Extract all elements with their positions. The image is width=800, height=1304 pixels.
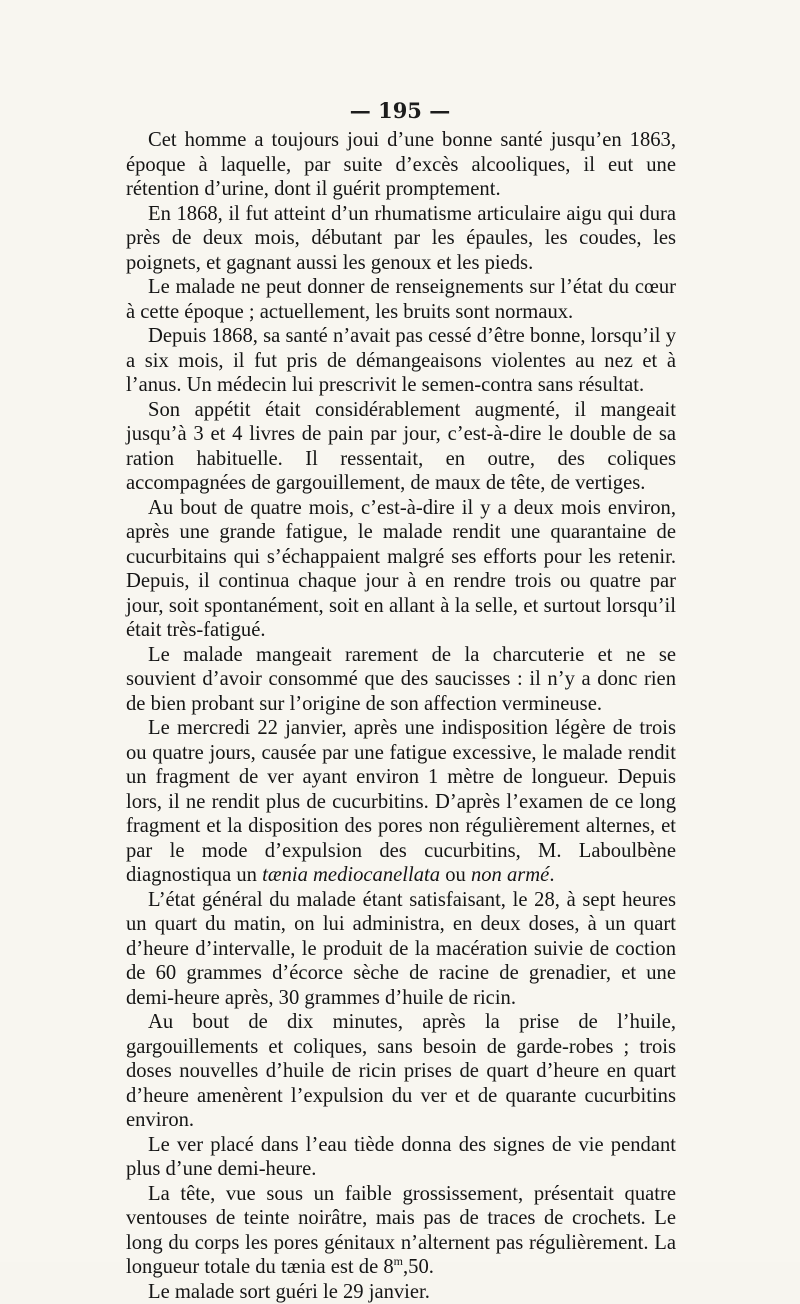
body-text [126,128,676,1304]
paragraph-7: Le malade mangeait rarement de la charcuterie et ne se souvient d’avoir consommé que des saucisses : il n’y a donc rien de bien probant sur l’origine de son affection vermineuse. [126,643,676,717]
paragraph-2: En 1868, il fut atteint d’un rhumatisme articulaire aigu qui dura près de deux mois, débutant par les épaules, les coudes, les poignets, et gagnant aussi les genoux et les pieds. [126,202,676,276]
page-number: — 195 — [0,98,800,123]
paragraph-12-text: La tête, vue sous un faible grossissement, présentait quatre ventouses de teinte noirâtre, mais pas de traces de crochets. Le long du corps les pores génitaux n’alternent pas régulièrement. La longueur totale du tænia est de 8 [126,1183,676,1279]
paragraph-8-text: Le mercredi 22 janvier, après une indisposition légère de trois ou quatre jours, causée par une fatigue excessive, le malade rendit un fragment de ver ayant environ 1 mètre de longueur. Depuis lors, il ne rendit plus de cucurbitins. D’après l’examen de ce long fragment et la disposition des pores non régulièrement alternes, et par le mode d’expulsion des cucurbitins, M. Laboulbène diagnostiqua un [126,717,676,886]
length-unit: m [394,1254,403,1268]
paragraph-12 [126,1182,676,1280]
paragraph-5: Son appétit était considérablement augmenté, il mangeait jusqu’à 3 et 4 livres de pain par jour, c’est-à-dire le double de sa ration habituelle. Il ressentait, en outre, des coliques accompagnées de gargouillement, de maux de tête, de vertiges. [126,398,676,496]
paragraph-3: Le malade ne peut donner de renseignements sur l’état du cœur à cette époque ; actuellement, les bruits sont normaux. [126,275,676,324]
paragraph-4: Depuis 1868, sa santé n’avait pas cessé d’être bonne, lorsqu’il y a six mois, il fut pris de démangeaisons violentes au nez et à l’anus. Un médecin lui prescrivit le semen-contra sans résultat. [126,324,676,398]
paragraph-9: L’état général du malade étant satisfaisant, le 28, à sept heures un quart du matin, on lui administra, en deux doses, à un quart d’heure d’intervalle, le produit de la macération suivie de coction de 60 grammes d’écorce sèche de racine de grenadier, et une demi-heure après, 30 grammes d’huile de ricin. [126,888,676,1011]
paragraph-11: Le ver placé dans l’eau tiède donna des signes de vie pendant plus d’une demi-heure. [126,1133,676,1182]
paragraph-8: Le mercredi 22 janvier, après une indisposition légère de trois ou quatre jours, causée par une fatigue excessive, le malade rendit un fragment de ver ayant environ 1 mètre de longueur. Depuis lors, il ne rendit plus de cucurbitins. D’après l’examen de ce long fragment et la disposition des pores non régulièrement alternes, et par le mode d’expulsion des cucurbitins, M. Laboulbène diagnostiqua un tænia mediocanellata ou non armé. [126,716,676,888]
length-value: ,50. [403,1256,434,1278]
paragraph-13: Le malade sort guéri le 29 janvier. [126,1280,676,1304]
species-name: tænia mediocanellata [262,864,440,886]
paragraph-1: Cet homme a toujours joui d’une bonne santé jusqu’en 1863, époque à laquelle, par suite d’excès alcooliques, il eut une rétention d’urine, dont il guérit promptement. [126,128,676,202]
connector-ou: ou [445,864,466,886]
species-qualifier: non armé [471,864,549,886]
paragraph-10: Au bout de dix minutes, après la prise de l’huile, gargouillements et coliques, sans besoin de garde-robes ; trois doses nouvelles d’huile de ricin prises de quart d’heure en quart d’heure amenèrent l’expulsion du ver et de quarante cucurbitins environ. [126,1010,676,1133]
paragraph-6: Au bout de quatre mois, c’est-à-dire il y a deux mois environ, après une grande fatigue, le malade rendit une quarantaine de cucurbitains qui s’échappaient malgré ses efforts pour les retenir. Depuis, il continua chaque jour à en rendre trois ou quatre par jour, soit spontanément, soit en allant à la selle, et surtout lorsqu’il était très-fatigué. [126,496,676,643]
